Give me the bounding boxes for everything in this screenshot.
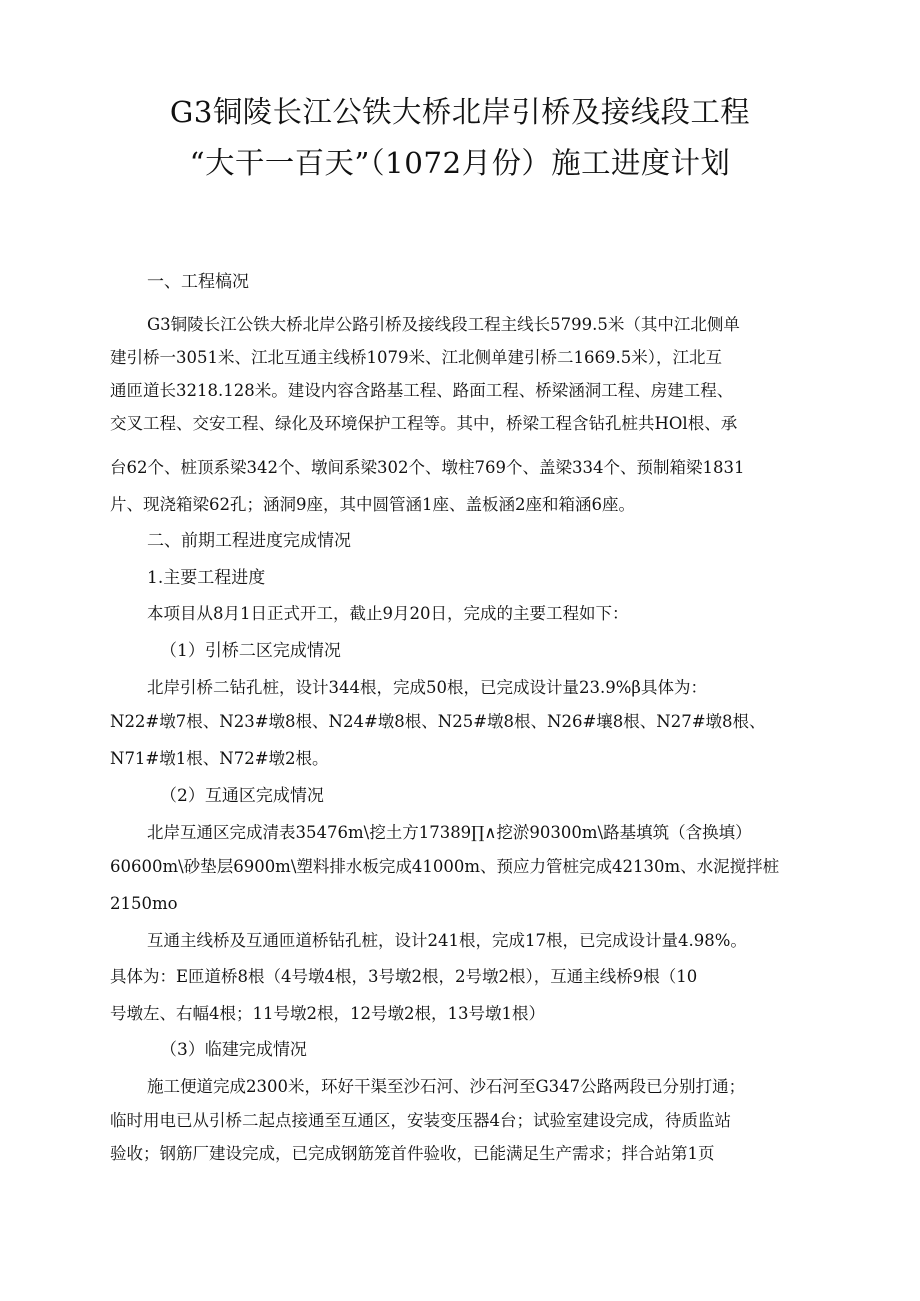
paragraph-4-line-2: 60600m\砂垫层6900m\塑料排水板完成41000m、预应力管桩完成42130m、水泥搅拌桩 — [110, 857, 780, 876]
paragraph-6-line-3: 验收；钢筋厂建设完成，已完成钢筋笼首件验收，已能满足生产需求；拌合站第1页 — [110, 1144, 715, 1163]
paragraph-1-line-4: 交叉工程、交安工程、绿化及环境保护工程等。其中，桥梁工程含钻孔桩共HOl根、承 — [110, 414, 738, 433]
section-1-heading: 一、工程槁况 — [147, 272, 249, 292]
paragraph-5-line-3: 号墩左、右幅4根；11号墩2根，12号墩2根，13号墩1根） — [110, 1004, 545, 1023]
document-title-line-2: “大干一百天”（1072月份）施工进度计划 — [189, 146, 731, 180]
paragraph-1-line-5: 台62个、桩顶系梁342个、墩间系梁302个、墩柱769个、盖梁334个、预制箱梁1831 — [110, 458, 745, 477]
paragraph-3-line-1: 北岸引桥二钻孔桩，设计344根，完成50根，已完成设计量23.9%β具体为： — [147, 678, 707, 697]
paragraph-2-line-1: 本项目从8月1日正式开工，截止9月20日，完成的主要工程如下： — [147, 604, 629, 623]
document-title-line-1: G3铜陵长江公铁大桥北岸引桥及接线段工程 — [169, 95, 751, 129]
paragraph-1-line-2: 建引桥一3051米、江北互通主线桥1079米、江北侧单建引桥二1669.5米），江北互 — [110, 348, 722, 367]
item-3-heading: （3）临建完成情况 — [160, 1040, 307, 1060]
paragraph-5-line-2: 具体为：E匝道桥8根（4号墩4根，3号墩2根，2号墩2根），互通主线桥9根（10 — [110, 967, 698, 986]
paragraph-1-line-3: 通匝道长3218.128米。建设内容含路基工程、路面工程、桥梁涵洞工程、房建工程、 — [110, 381, 734, 400]
paragraph-1-line-6: 片、现浇箱梁62孔；涵洞9座，其中圆管涵1座、盖板涵2座和箱涵6座。 — [110, 495, 635, 514]
paragraph-4-line-3: 2150mo — [110, 894, 178, 913]
paragraph-1-line-1: G3铜陵长江公铁大桥北岸公路引桥及接线段工程主线长5799.5米（其中江北侧单 — [147, 315, 740, 334]
section-2-heading: 二、前期工程进度完成情况 — [147, 531, 351, 551]
subsection-1-heading: 1.主要工程进度 — [147, 568, 266, 588]
paragraph-3-line-2: N22#墩7根、N23#墩8根、N24#墩8根、N25#墩8根、N26#壤8根、N27#墩8根、 — [110, 712, 766, 731]
item-2-heading: （2）互通区完成情况 — [160, 786, 324, 806]
paragraph-6-line-1: 施工便道完成2300米，环好干渠至沙石河、沙石河至G347公路两段已分别打通； — [147, 1077, 746, 1096]
paragraph-4-line-1: 北岸互通区完成清表35476m\挖土方17389∏∧挖淤90300m\路基填筑（含换填） — [147, 823, 752, 842]
item-1-heading: （1）引桥二区完成情况 — [160, 641, 341, 661]
paragraph-6-line-2: 临时用电已从引桥二起点接通至互通区，安装变压器4台；试验室建设完成，待质监站 — [110, 1111, 731, 1130]
paragraph-3-line-3: N71#墩1根、N72#墩2根。 — [110, 749, 329, 768]
paragraph-5-line-1: 互通主线桥及互通匝道桥钻孔桩，设计241根，完成17根，已完成设计量4.98%。 — [147, 931, 747, 950]
